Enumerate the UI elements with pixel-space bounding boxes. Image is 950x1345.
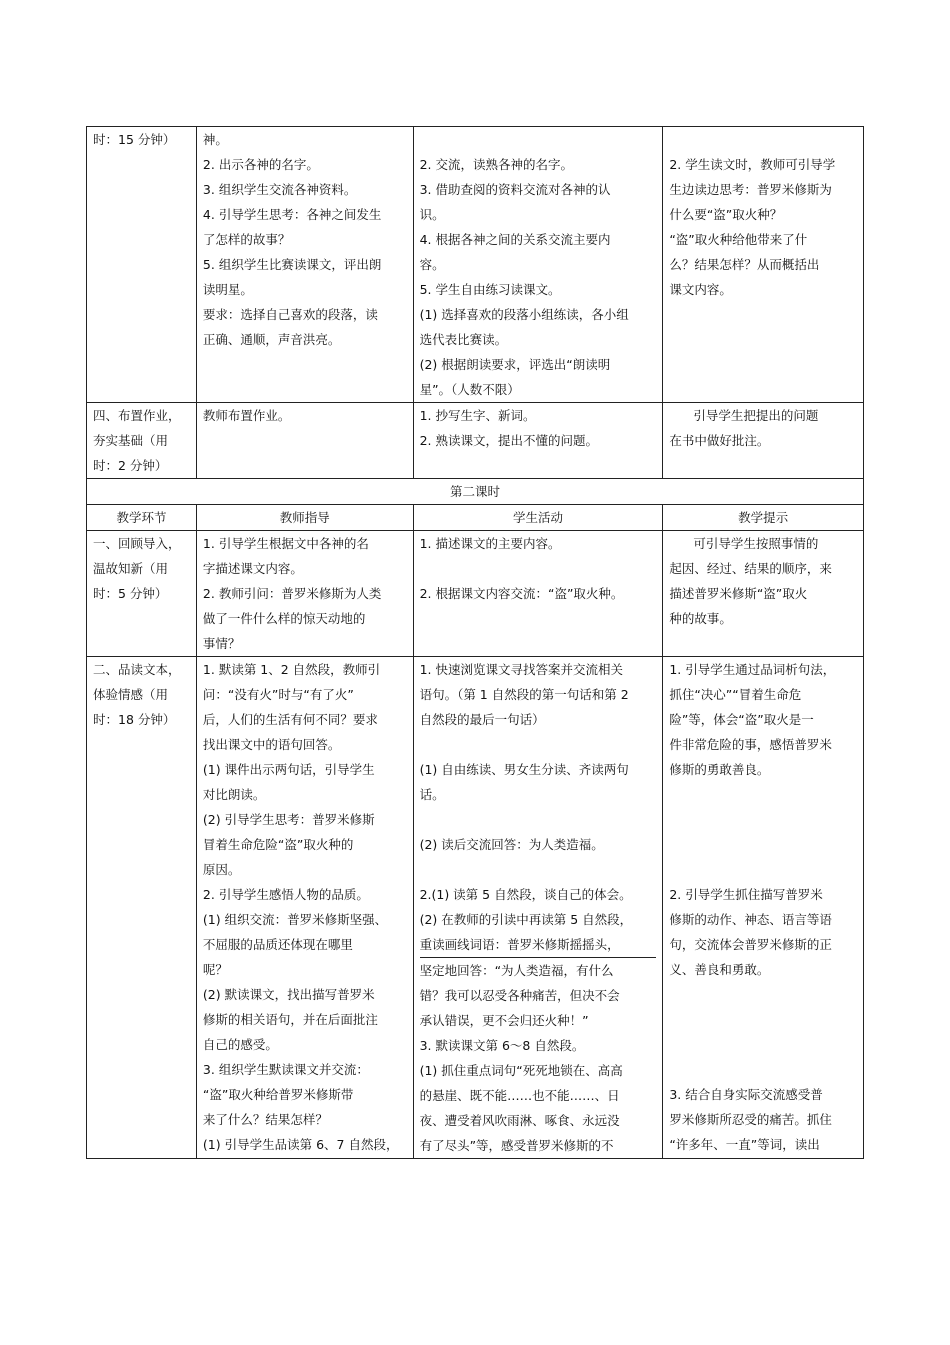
student-text: 语句。（第 1 自然段的第一句话和第 2 [419,687,629,702]
teacher-text: 找出课文中的语句回答。 [202,737,341,752]
teacher-text: (2) 默读课文，找出描写普罗米 [202,987,375,1002]
tip-text: 种的故事。 [669,611,732,626]
tip-text: 1. 引导学生通过品词析句法， [669,662,836,677]
tip-text: 起因、经过、结果的顺序，来 [669,561,832,576]
stage-text: 时：15 分钟） [93,132,176,147]
tip-text: “盗”取火种给他带来了什 [669,232,808,247]
stage-text: 四、布置作业， [93,408,181,423]
teacher-text: 1. 默读第 1、2 自然段，教师引 [202,662,381,677]
teacher-text: 4. 引导学生思考：各神之间发生 [202,207,382,222]
tip-cell [663,531,864,657]
teacher-text: 了怎样的故事？ [202,232,291,247]
tip-text: 2. 学生读文时，教师可引导学 [669,157,836,172]
teacher-text: (2) 引导学生思考：普罗米修斯 [202,812,375,827]
student-cell [413,657,663,1159]
student-underlined-text: 重读画线词语：普罗米修斯摇摇头， [420,932,657,958]
table-row [87,531,864,657]
tip-cell [663,403,864,479]
table-row [87,657,864,1159]
student-cell [413,531,663,657]
teacher-text: 教师布置作业。 [202,408,291,423]
tip-text: 罗米修斯所忍受的痛苦。抓住 [669,1112,832,1127]
tip-text: 在书中做好批注。 [669,433,770,448]
tip-cell [663,657,864,1159]
tip-text: 么？结果怎样？从而概括出 [669,257,820,272]
stage-cell [87,531,197,657]
header-teacher: 教师指导 [196,505,413,531]
student-cell [413,127,663,403]
teacher-text: 自己的感受。 [202,1037,278,1052]
student-text: 识。 [419,207,445,222]
tip-text: 抓住“决心”“冒着生命危 [669,687,802,702]
section-row [87,479,864,505]
stage-text: 温故知新（用 [93,561,169,576]
student-text: 有了尽头”等，感受普罗米修斯的不 [419,1138,614,1153]
header-student: 学生活动 [413,505,663,531]
stage-text: 夯实基础（用 [93,433,169,448]
tip-text: 描述普罗米修斯“盗”取火 [669,586,808,601]
teacher-text: 问：“没有火”时与“有了火” [202,687,354,702]
student-text: 星”。（人数不限） [419,382,520,397]
table-row [87,127,864,403]
teacher-text: 来了什么？结果怎样？ [202,1112,328,1127]
student-text: 5. 学生自由练习读课文。 [419,282,561,297]
tip-text: 课文内容。 [669,282,732,297]
student-text: (2) 根据朗读要求，评选出“朗读明 [419,357,611,372]
tip-text: 3. 结合自身实际交流感受普 [669,1087,823,1102]
teacher-text: 后，人们的生活有何不同？要求 [202,712,378,727]
student-text: (2) 读后交流回答：为人类造福。 [419,837,604,852]
teacher-text: 字描述课文内容。 [202,561,303,576]
stage-text: 时：2 分钟） [93,458,168,473]
student-text: 夜、遭受着风吹雨淋、啄食、永远没 [419,1113,620,1128]
tip-cell [663,127,864,403]
stage-text: 体验情感（用 [93,687,169,702]
stage-text: 一、回顾导入， [93,536,181,551]
tip-text: 险”等，体会“盗”取火是一 [669,712,814,727]
tip-text: “许多年、一直”等词，读出 [669,1137,820,1152]
teacher-text: (1) 组织交流：普罗米修斯坚强、 [202,912,388,927]
student-text: 2. 根据课文内容交流：“盗”取火种。 [419,586,624,601]
stage-cell [87,403,197,479]
tip-text: 修斯的动作、神态、语言等语 [669,912,832,927]
lesson-plan-table [86,126,864,1159]
student-text: 3. 借助查阅的资料交流对各神的认 [419,182,611,197]
teacher-cell [196,657,413,1159]
student-text: 4. 根据各神之间的关系交流主要内 [419,232,611,247]
teacher-text: 读明星。 [202,282,253,297]
stage-text: 时：5 分钟） [93,586,168,601]
teacher-text: 原因。 [202,862,241,877]
teacher-text: 神。 [202,132,228,147]
stage-text: 时：18 分钟） [93,712,176,727]
student-text: 承认错误，更不会归还火种！” [419,1013,589,1028]
student-text: 选代表比赛读。 [419,332,508,347]
teacher-text: 不屈服的品质还体现在哪里 [202,937,353,952]
student-text: 2.(1) 读第 5 自然段，谈自己的体会。 [419,887,632,902]
teacher-text: 1. 引导学生根据文中各神的名 [202,536,369,551]
student-text: 坚定地回答：“为人类造福，有什么 [419,963,614,978]
teacher-text: 2. 引导学生感悟人物的品质。 [202,887,369,902]
teacher-text: 2. 出示各神的名字。 [202,157,319,172]
teacher-text: “盗”取火种给普罗米修斯带 [202,1087,354,1102]
teacher-cell [196,531,413,657]
student-cell [413,403,663,479]
tip-text: 可引导学生按照事情的 [693,536,819,551]
header-row [87,505,864,531]
teacher-text: (1) 课件出示两句话，引导学生 [202,762,375,777]
teacher-text: 5. 组织学生比赛读课文，评出朗 [202,257,382,272]
student-text: 1. 快速浏览课文寻找答案并交流相关 [419,662,623,677]
student-text: 自然段的最后一句话） [419,712,545,727]
student-text: 2. 熟读课文，提出不懂的问题。 [419,433,598,448]
teacher-text: 正确、通顺，声音洪亮。 [202,332,341,347]
student-text: 3. 默读课文第 6～8 自然段。 [419,1038,585,1053]
teacher-text: 呢？ [202,962,228,977]
student-text: 1. 抄写生字、新词。 [419,408,536,423]
teacher-text: 做了一件什么样的惊天动地的 [202,611,366,626]
student-text: (1) 选择喜欢的段落小组练读，各小组 [419,307,629,322]
stage-cell [87,657,197,1159]
teacher-text: 修斯的相关语句，并在后面批注 [202,1012,378,1027]
header-stage: 教学环节 [87,505,197,531]
teacher-text: 冒着生命危险“盗”取火种的 [202,837,354,852]
section-title: 第二课时 [87,479,864,505]
tip-text: 生边读边思考：普罗米修斯为 [669,182,832,197]
teacher-text: 事情？ [202,636,241,651]
tip-text: 义、善良和勇敢。 [669,962,770,977]
tip-text: 2. 引导学生抓住描写普罗米 [669,887,823,902]
tip-text: 件非常危险的事，感悟普罗米 [669,737,832,752]
student-text: 话。 [419,787,445,802]
tip-text: 引导学生把提出的问题 [693,408,819,423]
student-text: 2. 交流，读熟各神的名字。 [419,157,573,172]
teacher-text: 对比朗读。 [202,787,266,802]
teacher-text: 3. 组织学生交流各神资料。 [202,182,357,197]
teacher-text: 3. 组织学生默读课文并交流： [202,1062,369,1077]
student-text: 1. 描述课文的主要内容。 [419,536,561,551]
tip-text: 什么要“盗”取火种？ [669,207,783,222]
teacher-cell [196,403,413,479]
header-tip: 教学提示 [663,505,864,531]
table-row [87,403,864,479]
student-text: 错？我可以忍受各种痛苦，但决不会 [419,988,620,1003]
student-text: (2) 在教师的引读中再读第 5 自然段， [419,912,633,927]
teacher-cell [196,127,413,403]
stage-text: 二、品读文本， [93,662,181,677]
student-text: (1) 自由练读、男女生分读、齐读两句 [419,762,629,777]
tip-text: 修斯的勇敢善良。 [669,762,770,777]
teacher-text: (1) 引导学生品读第 6、7 自然段， [202,1137,399,1152]
teacher-text: 要求：选择自己喜欢的段落，读 [202,307,378,322]
tip-text: 句，交流体会普罗米修斯的正 [669,937,832,952]
student-text: 的悬崖、既不能……也不能……、日 [419,1088,620,1103]
stage-cell [87,127,197,403]
student-text: 容。 [419,257,445,272]
teacher-text: 2. 教师引问：普罗米修斯为人类 [202,586,382,601]
student-text: (1) 抓住重点词句“死死地锁在、高高 [419,1063,623,1078]
